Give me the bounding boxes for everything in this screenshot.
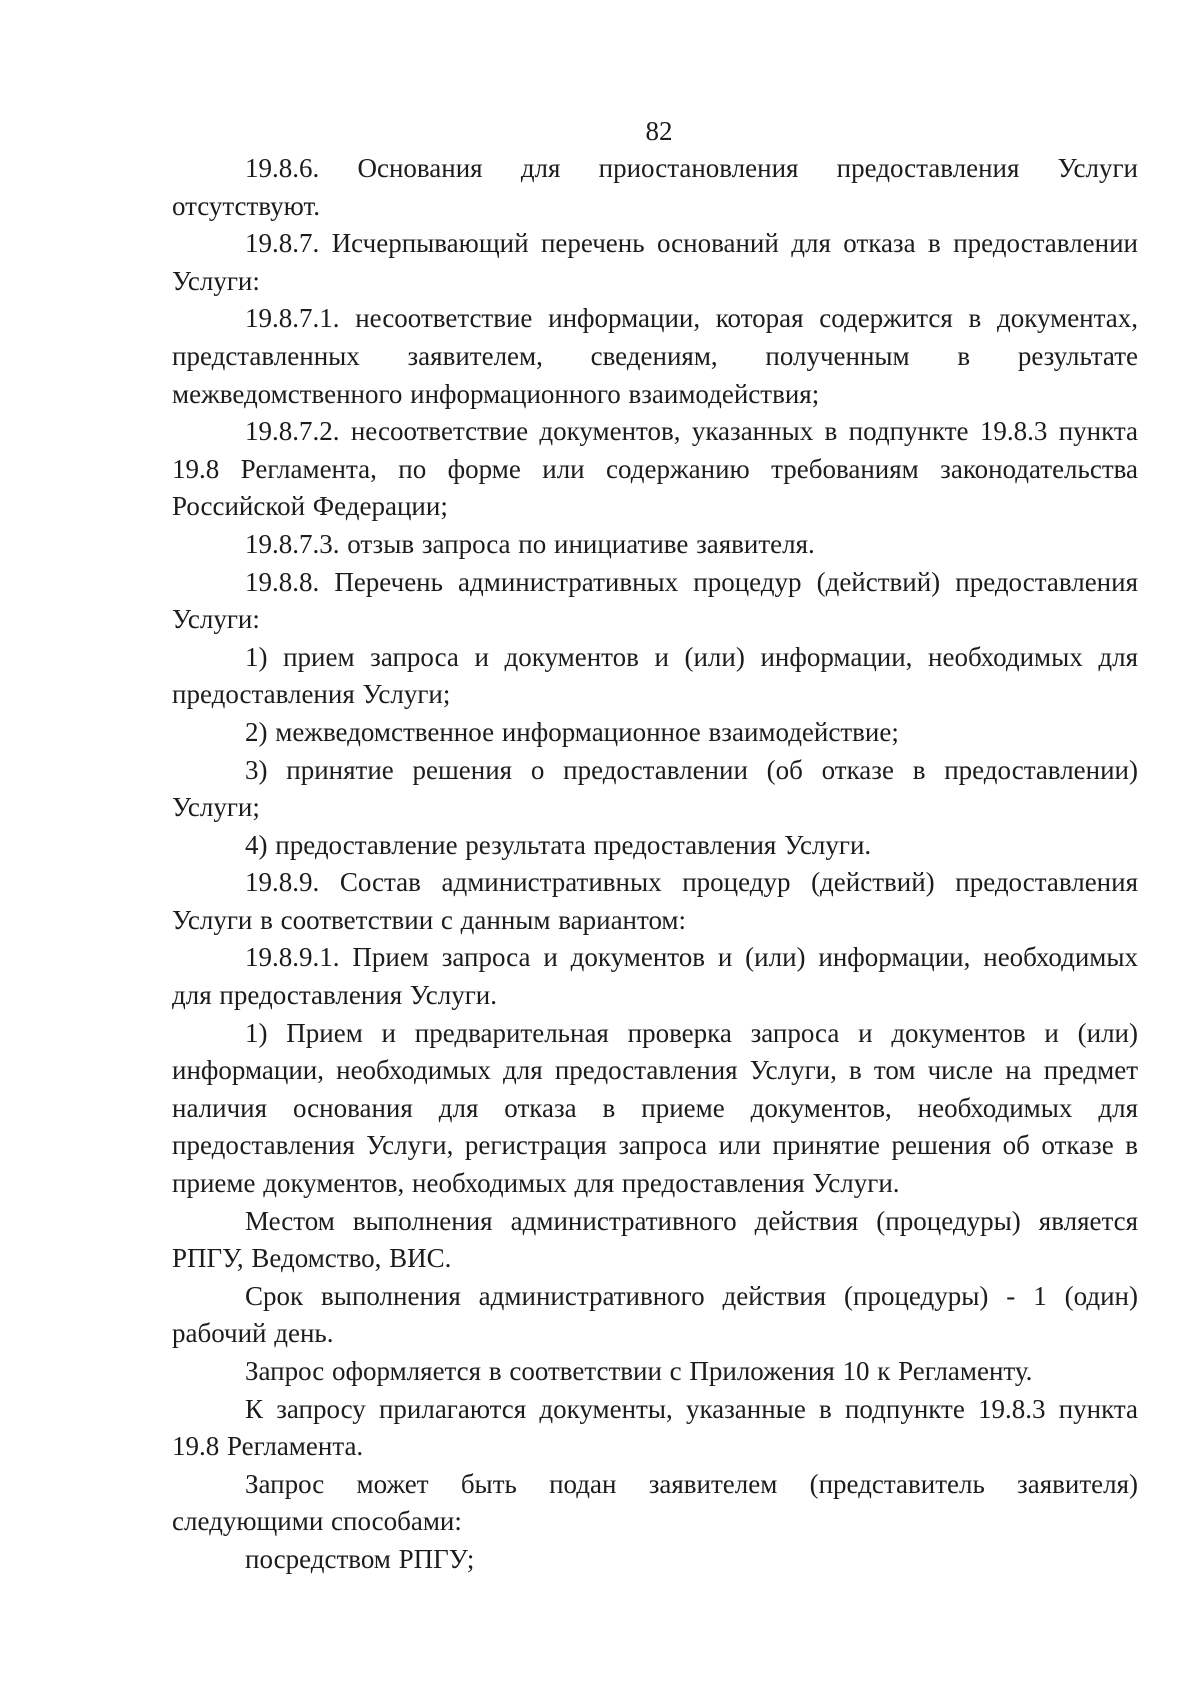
list-item-2: 2) межведомственное информационное взаимодействие;: [245, 716, 899, 747]
paragraph-19-8-7-3: 19.8.7.3. отзыв запроса по инициативе заявителя.: [245, 528, 815, 559]
document-page: [172, 112, 1138, 1579]
paragraph-19-8-6: 19.8.6. Основания для приостановления предоставления Услуги отсутствуют.: [172, 153, 1138, 221]
procedure-step-1: 1) Прием и предварительная проверка запроса и документов и (или) информации, необходимых для предоставления Услуги, в том числе на предмет наличия основания для отказа в приеме документов, необходимых для предоставления Услуги, регистрация запроса или принятие решения об отказе в приеме документов, необходимых для предоставления Услуги.: [172, 1017, 1138, 1199]
paragraph-request-form: Запрос оформляется в соответствии с Приложения 10 к Регламенту.: [245, 1356, 1033, 1386]
page-number: 82: [645, 116, 673, 146]
paragraph-19-8-7-1: 19.8.7.1. несоответствие информации, которая содержится в документах, представленных заявителем, сведениям, полученным в результате межведомственного информационного взаимодействия;: [172, 303, 1138, 409]
paragraph-19-8-7-2: 19.8.7.2. несоответствие документов, указанных в подпункте 19.8.3 пункта 19.8 Регламента, по форме или содержанию требованиям законодательства Российской Федерации;: [172, 416, 1138, 522]
paragraph-attachments: К запросу прилагаются документы, указанные в подпункте 19.8.3 пункта 19.8 Регламента.: [172, 1393, 1138, 1462]
paragraph-term: Срок выполнения административного действия (процедуры) - 1 (один) рабочий день.: [172, 1280, 1138, 1349]
list-item-1: 1) прием запроса и документов и (или) информации, необходимых для предоставления Услуги;: [172, 641, 1138, 710]
paragraph-19-8-7: 19.8.7. Исчерпывающий перечень оснований для отказа в предоставлении Услуги:: [172, 228, 1138, 296]
paragraph-via-rpgu: посредством РПГУ;: [245, 1543, 475, 1574]
list-item-3: 3) принятие решения о предоставлении (об отказе в предоставлении) Услуги;: [172, 754, 1138, 823]
list-item-4: 4) предоставление результата предоставления Услуги.: [245, 829, 872, 860]
paragraph-19-8-9-1: 19.8.9.1. Прием запроса и документов и (или) информации, необходимых для предоставления Услуги.: [172, 942, 1138, 1011]
paragraph-submission-methods: Запрос может быть подан заявителем (представитель заявителя) следующими способами:: [172, 1468, 1138, 1537]
paragraph-19-8-8: 19.8.8. Перечень административных процедур (действий) предоставления Услуги:: [172, 566, 1138, 635]
paragraph-19-8-9: 19.8.9. Состав административных процедур (действий) предоставления Услуги в соответствии с данным вариантом:: [172, 867, 1138, 935]
paragraph-place: Местом выполнения административного действия (процедуры) является РПГУ, Ведомство, ВИС.: [172, 1205, 1138, 1274]
